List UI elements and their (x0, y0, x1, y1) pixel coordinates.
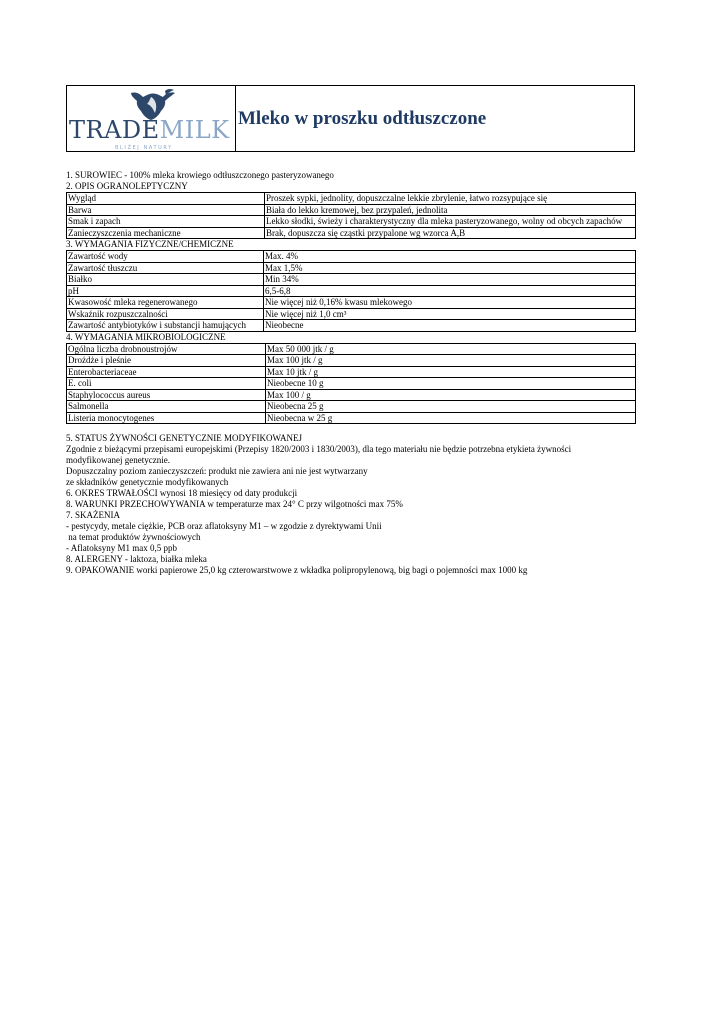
value-cell: Nieobecne 10 g (266, 378, 636, 390)
param-cell: Barwa (67, 204, 265, 216)
section-1-text: 1. SUROWIEC - 100% mleka krowiego odtłuszczonego pasteryzowanego (66, 170, 334, 180)
param-cell: Listeria monocytogenes (67, 412, 266, 424)
section-4-heading: 4. WYMAGANIA MIKROBIOLOGICZNE (66, 331, 226, 342)
value-cell: Max 100 jtk / g (266, 355, 636, 367)
value-cell: Max 1,5% (264, 262, 636, 274)
table-row (67, 389, 636, 401)
value-cell: Nieobecna w 25 g (266, 412, 636, 424)
text-line: 8. WARUNKI PRZECHOWYWANIA w temperaturze max 24° C przy wilgotności max 75% (66, 499, 403, 509)
table-row (67, 308, 636, 320)
param-cell: Drożdże i pleśnie (67, 355, 266, 367)
value-cell: Min 34% (264, 274, 636, 286)
value-cell: Max 10 jtk / g (266, 366, 636, 378)
tail-section (66, 433, 636, 576)
table-row (67, 262, 636, 274)
text-line: 8. ALERGENY - laktoza, białka mleka (66, 554, 207, 564)
table-row (67, 251, 636, 263)
param-cell: Smak i zapach (67, 216, 265, 228)
param-cell: Kwasowość mleka regenerowanego (67, 297, 264, 309)
text-line: 6. OKRES TRWAŁOŚCI wynosi 18 miesięcy od daty produkcji (66, 488, 298, 498)
param-cell: E. coli (67, 378, 266, 390)
param-cell: Staphylococcus aureus (67, 389, 266, 401)
value-cell: Nie więcej niż 1,0 cm³ (264, 308, 636, 320)
text-line: Zgodnie z bieżącymi przepisami europejskimi (Przepisy 1820/2003 i 1830/2003), dla tego materiału nie będzie potrzebna etykieta żywności (66, 444, 572, 454)
table-row (67, 285, 636, 297)
table-row (67, 297, 636, 309)
table-row (67, 204, 636, 216)
param-cell: Wygląd (67, 193, 265, 205)
text-line: ze składników genetycznie modyfikowanych (66, 477, 229, 487)
section-3-heading: 3. WYMAGANIA FIZYCZNE/CHEMICZNE (66, 239, 234, 249)
table-row (67, 216, 636, 228)
param-cell: Zanieczyszczenia mechaniczne (67, 227, 265, 239)
param-cell: Zawartość antybiotyków i substancji hamujących (67, 320, 264, 332)
table-row (67, 366, 636, 378)
value-cell: Nieobecne (264, 320, 636, 332)
table-row (67, 193, 636, 205)
trademilk-logo (67, 86, 235, 153)
table-row (67, 378, 636, 390)
organoleptic-table (66, 192, 636, 239)
value-cell: Max. 4% (264, 251, 636, 263)
value-cell: Proszek sypki, jednolity, dopuszczalne lekkie zbrylenie, łatwo rozsypujące się (265, 193, 636, 205)
value-cell: Biała do lekko kremowej, bez przypaleń, jednolita (265, 204, 636, 216)
text-line: 7. SKAŻENIA (66, 510, 120, 520)
document-body (66, 170, 636, 576)
text-line: Dopuszczalny poziom zanieczyszczeń: produkt nie zawiera ani nie jest wytwarzany (66, 466, 368, 476)
table-row (67, 355, 636, 367)
logo-tagline: BLIŻEJ NATURY (115, 145, 173, 151)
param-cell: Wskaźnik rozpuszczalności (67, 308, 264, 320)
value-cell: Lekko słodki, świeży i charakterystyczny dla mleka pasteryzowanego, wolny od obcych zapachów (265, 216, 636, 228)
document-title: Mleko w proszku odtłuszczone (238, 107, 487, 129)
logo-cell (67, 86, 236, 151)
value-cell: Max 50 000 jtk / g (266, 343, 636, 355)
table-row (67, 412, 636, 424)
value-cell: Nie więcej niż 0,16% kwasu mlekowego (264, 297, 636, 309)
table-row (67, 343, 636, 355)
param-cell: Salmonella (67, 401, 266, 413)
table-row (67, 401, 636, 413)
param-cell: Zawartość tłuszczu (67, 262, 264, 274)
text-line: modyfikowanej genetycznie. (66, 455, 170, 465)
param-cell: Zawartość wody (67, 251, 264, 263)
physchem-table (66, 250, 636, 332)
table-row (67, 320, 636, 332)
text-line: 5. STATUS ŻYWNOŚCI GENETYCZNIE MODYFIKOWANEJ (66, 433, 303, 443)
param-cell: Białko (67, 274, 264, 286)
text-line: - Aflatoksyny M1 max 0,5 ppb (66, 543, 177, 553)
value-cell: Max 100 / g (266, 389, 636, 401)
param-cell: Enterobacteriaceae (67, 366, 266, 378)
microbiology-table (66, 343, 636, 425)
value-cell: Nieobecna 25 g (266, 401, 636, 413)
logo-accent-text: MILK (159, 116, 230, 144)
title-cell (236, 86, 634, 151)
document-header (66, 85, 635, 152)
section-2-heading: 2. OPIS OGRANOLEPTYCZNY (66, 181, 188, 191)
param-cell: Ogólna liczba drobnoustrojów (67, 343, 266, 355)
text-line: 9. OPAKOWANIE worki papierowe 25,0 kg czterowarstwowe z wkładka polipropylenową, big bagi o pojemności max 1000 kg (66, 565, 528, 575)
value-cell: Brak, dopuszcza się cząstki przypalone wg wzorca A,B (265, 227, 636, 239)
table-row (67, 274, 636, 286)
param-cell: pH (67, 285, 264, 297)
logo-wordmark (69, 116, 230, 144)
text-line: - pestycydy, metale ciężkie, PCB oraz aflatoksyny M1 – w zgodzie z dyrektywami Unii (66, 521, 382, 531)
table-row (67, 227, 636, 239)
text-line: na temat produktów żywnościowych (66, 532, 201, 542)
logo-main-text: TRADE (69, 116, 160, 144)
value-cell: 6,5-6,8 (264, 285, 636, 297)
